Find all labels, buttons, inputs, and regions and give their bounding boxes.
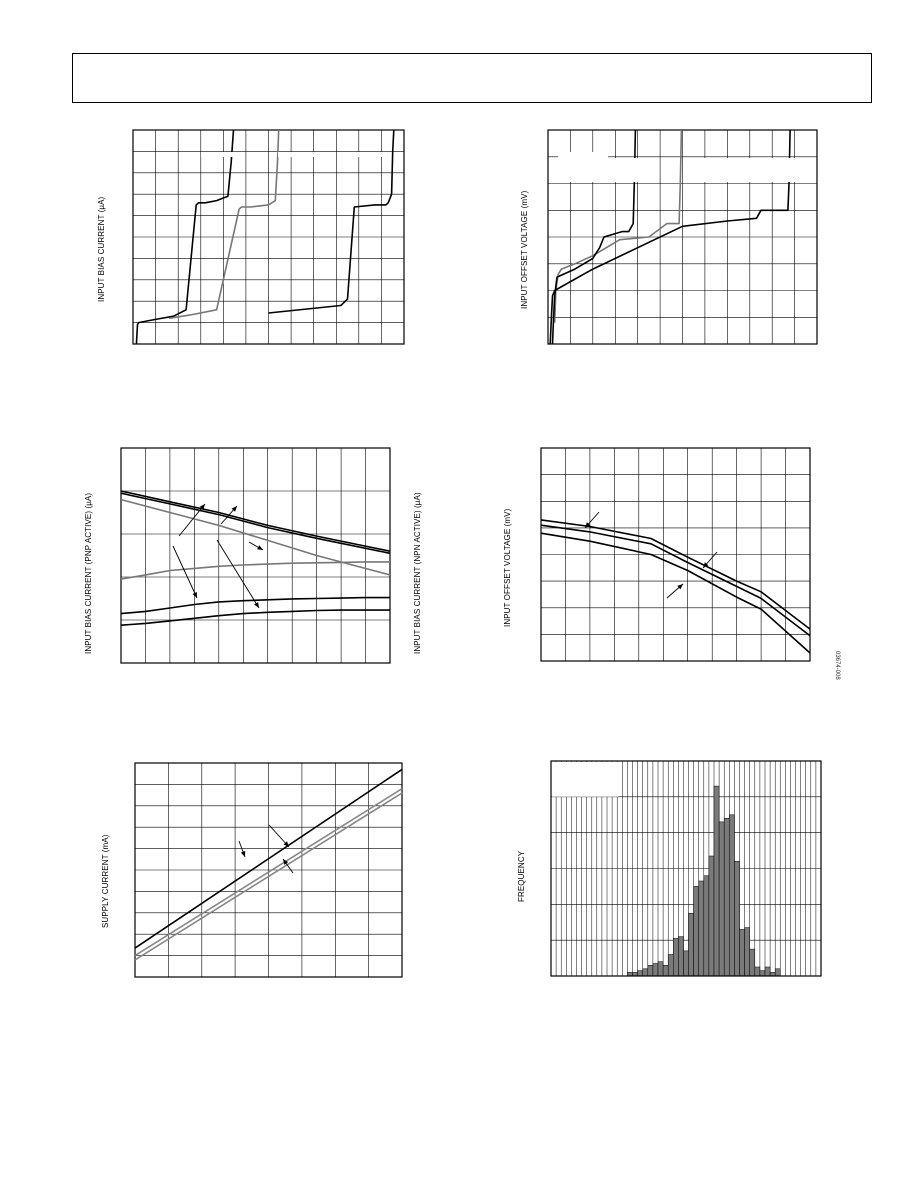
histogram-bar <box>663 965 668 976</box>
chart-input-offset-voltage-vs-vcm <box>548 130 817 344</box>
y-axis-label-input-bias-current: INPUT BIAS CURRENT (µA) <box>97 196 106 302</box>
legend-area <box>201 152 241 157</box>
figure-id: 03674-008 <box>834 651 840 680</box>
histogram-bar <box>668 955 673 977</box>
histogram-bar <box>699 881 704 976</box>
histogram-bar <box>724 818 729 976</box>
annotation-arrow <box>217 540 259 608</box>
legend-area <box>558 152 608 182</box>
chart-offset-voltage-histogram <box>551 761 821 976</box>
series-line-3 <box>121 500 390 575</box>
y-axis-label-frequency: FREQUENCY <box>517 850 526 902</box>
series-line-2 <box>121 493 390 553</box>
chart-input-bias-current-vs-vcm <box>133 130 404 344</box>
histogram-bar <box>694 886 699 976</box>
legend-area <box>343 152 383 157</box>
histogram-bar <box>648 965 653 976</box>
annotation-arrowhead <box>254 602 259 608</box>
histogram-bar <box>709 856 714 976</box>
series-line-2 <box>541 525 810 636</box>
histogram-bar <box>745 928 750 976</box>
legend-area <box>278 152 318 157</box>
page-header-box <box>72 53 872 103</box>
histogram-bar <box>673 938 678 976</box>
histogram-bar <box>775 969 780 976</box>
series-line-3 <box>269 130 394 313</box>
histogram-bar <box>740 929 745 976</box>
histogram-bar <box>734 861 739 976</box>
histogram-bar <box>750 949 755 976</box>
chart-supply-current-vs-supply-voltage <box>135 763 402 977</box>
y-axis-label-input-offset-voltage-2: INPUT OFFSET VOLTAGE (mV) <box>503 508 512 627</box>
histogram-bar <box>653 964 658 977</box>
chart-input-bias-current-vs-temperature <box>121 448 390 663</box>
annotation-arrow <box>173 546 197 598</box>
y-axis-label-input-bias-current-pnp: INPUT BIAS CURRENT (PNP ACTIVE) (µA) <box>84 492 93 654</box>
histogram-bar <box>638 971 643 976</box>
legend-area <box>698 158 798 182</box>
chart-input-offset-voltage-vs-temperature <box>541 448 810 661</box>
annotation-arrowhead <box>241 851 245 857</box>
histogram-bar <box>760 971 765 976</box>
histogram-bar <box>729 815 734 976</box>
y-axis-label-input-offset-voltage: INPUT OFFSET VOLTAGE (mV) <box>520 190 529 309</box>
histogram-bar <box>678 937 683 976</box>
histogram-bar <box>765 967 770 976</box>
series-line-1 <box>121 491 390 551</box>
plot-frame <box>121 448 390 663</box>
series-line-6 <box>121 610 390 625</box>
histogram-bar <box>719 822 724 976</box>
legend-area <box>608 158 648 182</box>
histogram-bar <box>689 913 694 976</box>
series-line-2 <box>169 130 279 318</box>
histogram-bar <box>643 969 648 976</box>
histogram-bar <box>684 951 689 976</box>
histogram-bar <box>755 967 760 976</box>
y-axis-label-input-bias-current-npn: INPUT BIAS CURRENT (NPN ACTIVE) (µA) <box>413 492 422 654</box>
legend-area <box>552 762 618 797</box>
y-axis-label-supply-current: SUPPLY CURRENT (mA) <box>101 834 110 928</box>
series-line-5 <box>121 598 390 614</box>
histogram-bar <box>658 962 663 976</box>
histogram-bar <box>714 786 719 976</box>
histogram-bar <box>704 876 709 976</box>
series-line-1 <box>541 520 810 629</box>
